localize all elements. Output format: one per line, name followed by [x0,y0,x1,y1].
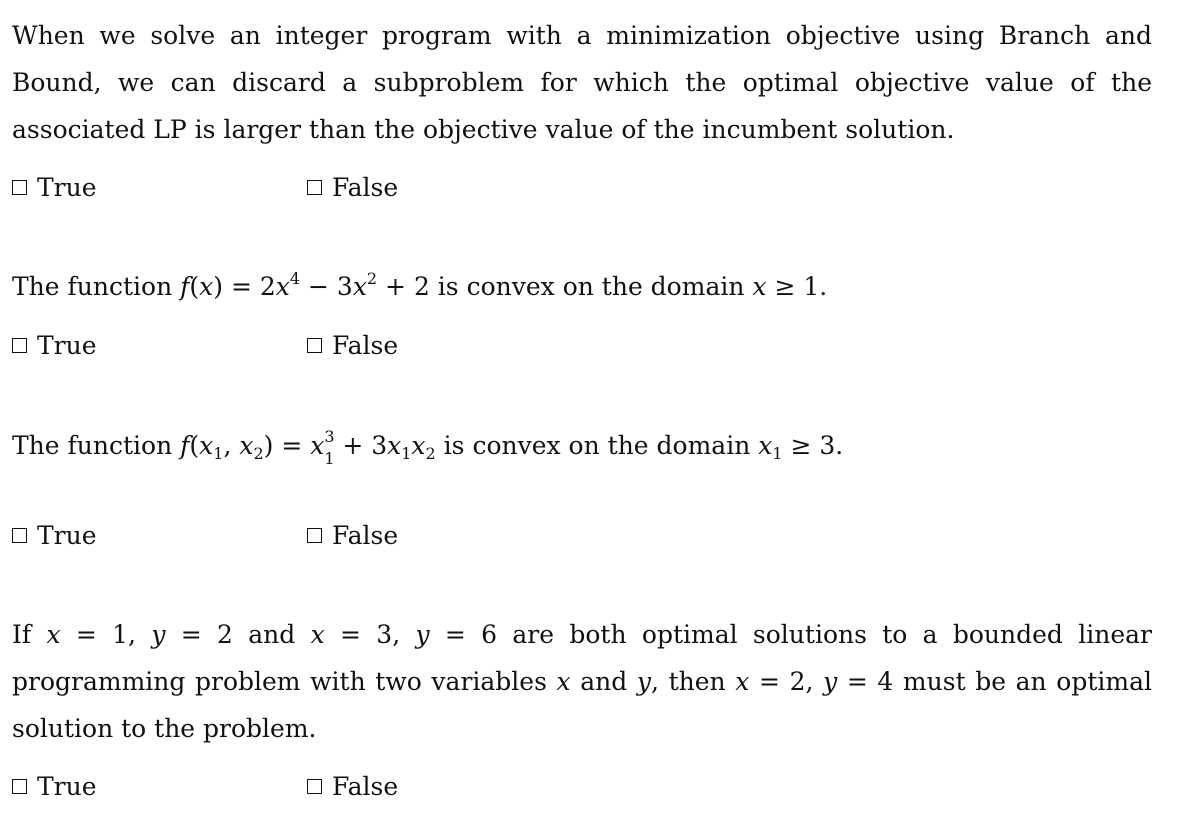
checkbox-icon[interactable] [307,528,322,543]
question-1-false-option[interactable] [307,172,398,202]
checkbox-icon[interactable] [12,338,27,353]
true-label: True [37,771,97,801]
false-label: False [332,771,399,801]
checkbox-icon[interactable] [307,338,322,353]
checkbox-icon[interactable] [12,180,27,195]
question-2 [12,263,1152,310]
question-4-text: If x = 1, y = 2 and x = 3, y = 6 are both optimal solutions to a bounded linear programming problem with two variables x and y, then x = 2, y = 4 must be an optimal solution to the problem. [12,620,1153,743]
question-2-text: The function $f(x) = 2x^4 - 3x^2 + 2$ is convex on the domain x ≥ 1. [12,269,828,301]
question-1 [12,12,1152,153]
false-label: False [332,172,399,202]
question-4-true-option[interactable] [12,771,97,801]
false-label: False [332,520,399,550]
true-label: True [37,520,97,550]
question-3-true-option[interactable] [12,520,97,550]
checkbox-icon[interactable] [12,528,27,543]
question-3-false-option[interactable] [307,520,398,550]
true-label: True [37,172,97,202]
true-label: True [37,330,97,360]
checkbox-icon[interactable] [307,779,322,794]
question-1-true-option[interactable] [12,172,97,202]
checkbox-icon[interactable] [307,180,322,195]
question-4 [12,611,1152,752]
question-1-text: When we solve an integer program with a minimization objective using Branch and Bound, we can discard a subproblem for which the optimal objective value of the associated LP is larger than the objective value of the incumbent solution. [12,21,1152,144]
question-3-text: The function $f(x_1$, $x_2) = x$ 3 1 + $3x_1x_2$ is convex on the domain $x_1 \ge 3$. [12,427,844,468]
question-3 [12,422,1152,469]
question-2-true-option[interactable] [12,330,97,360]
question-4-false-option[interactable] [307,771,398,801]
false-label: False [332,330,399,360]
checkbox-icon[interactable] [12,779,27,794]
question-2-false-option[interactable] [307,330,398,360]
